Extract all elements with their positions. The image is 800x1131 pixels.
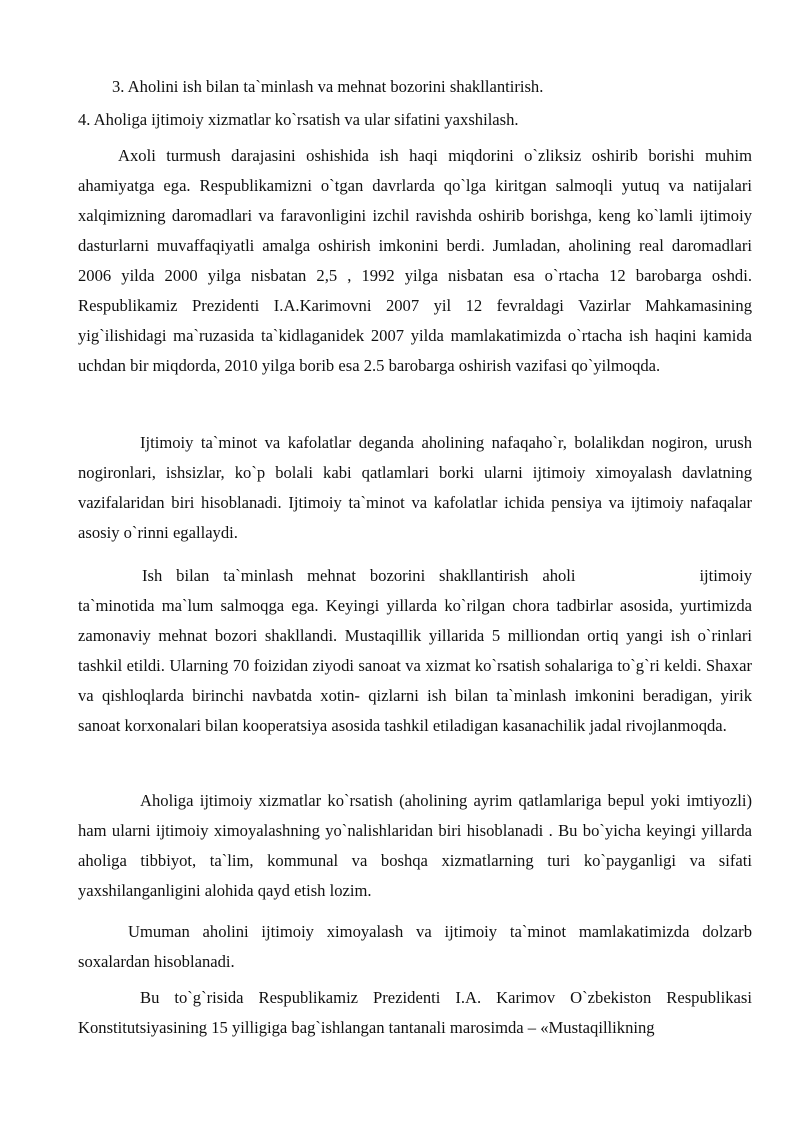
paragraph-labor-market-start: Ish bilan ta`minlash mehnat bozorini shakllantirish aholi (142, 566, 576, 585)
paragraph-summary: Umuman aholini ijtimoiy ximoyalash va ijtimoiy ta`minot mamlakatimizda dolzarb soxalardan hisoblanadi. (78, 922, 752, 971)
paragraph-president: Bu to`g`risida Respublikamiz Prezidenti I.A. Karimov O`zbekiston Respublikasi Konstitutsiyasining 15 yilligiga bag`ishlangan tantanali marosimda – «Mustaqillikning (78, 988, 752, 1037)
list-item-3: 3. Aholini ish bilan ta`minlash va mehnat bozorini shakllantirish. (112, 77, 544, 96)
paragraph-labor-market (78, 561, 752, 741)
paragraph-labor-market-rest: ijtimoiy ta`minotida ma`lum salmoqga ega. Keyingi yillarda ko`rilgan chora tadbirlar asosida, yurtimizda zamonaviy mehnat bozori shakllandi. Mustaqillik yillarida 5 milliondan ortiq yangi ish o`rinlari tashkil etildi. Ularning 70 foizidan ziyodi sanoat va xizmat ko`rsatish sohalariga to`g`ri keldi. Shaxar va qishloqlarda birinchi navbatda xotin- qizlarni ish bilan ta`minlash imkonini beradigan, yirik sanoat korxonalari bilan kooperatsiya asosida tashkil etiladigan kasanachilik jadal rivojlanmoqda. (78, 566, 752, 735)
list-item-4: 4. Aholiga ijtimoiy xizmatlar ko`rsatish va ular sifatini yaxshilash. (78, 110, 519, 129)
paragraph-social-security: Ijtimoiy ta`minot va kafolatlar deganda aholining nafaqaho`r, bolalikdan nogiron, urush nogironlari, ishsizlar, ko`p bolali kabi qatlamlari borki ularni ijtimoiy ximoyalash davlatning vazifalaridan biri hisoblanadi. Ijtimoiy ta`minot va kafolatlar ichida pensiya va ijtimoiy nafaqalar asosiy o`rinni egallaydi. (78, 433, 752, 542)
paragraph-social-services: Aholiga ijtimoiy xizmatlar ko`rsatish (aholining ayrim qatlamlariga bepul yoki imtiyozli) ham ularni ijtimoiy ximoyalashning yo`nalishlaridan biri hisoblanadi . Bu bo`yicha keyingi yillarda aholiga tibbiyot, ta`lim, kommunal va boshqa xizmatlarning turi ko`payganligi va sifati yaxshilanganligini alohida qayd etish lozim. (78, 791, 752, 900)
paragraph-wages: Axoli turmush darajasini oshishida ish haqi miqdorini o`zliksiz oshirib borishi muhim ahamiyatga ega. Respublikamizni o`tgan davrlarda qo`lga kiritgan salmoqli yutuq va natijalari xalqimizning daromadlari va faravonligini izchil ravishda oshirib borishga, keng ko`lamli ijtimoiy dasturlarni muvaffaqiyatli amalga oshirish imkonini berdi. Jumladan, aholining real daromadlari 2006 yilda 2000 yilga nisbatan 2,5 , 1992 yilga nisbatan esa o`rtacha 12 barobarga oshdi. Respublikamiz Prezidenti I.A.Karimovni 2007 yil 12 fevraldagi Vazirlar Mahkamasining yig`ilishidagi ma`ruzasida ta`kidlaganidek 2007 yilda mamlakatimizda o`rtacha ish haqini kamida uchdan bir miqdorda, 2010 yilga borib esa 2.5 barobarga oshirish vazifasi qo`yilmoqda. (78, 146, 752, 375)
